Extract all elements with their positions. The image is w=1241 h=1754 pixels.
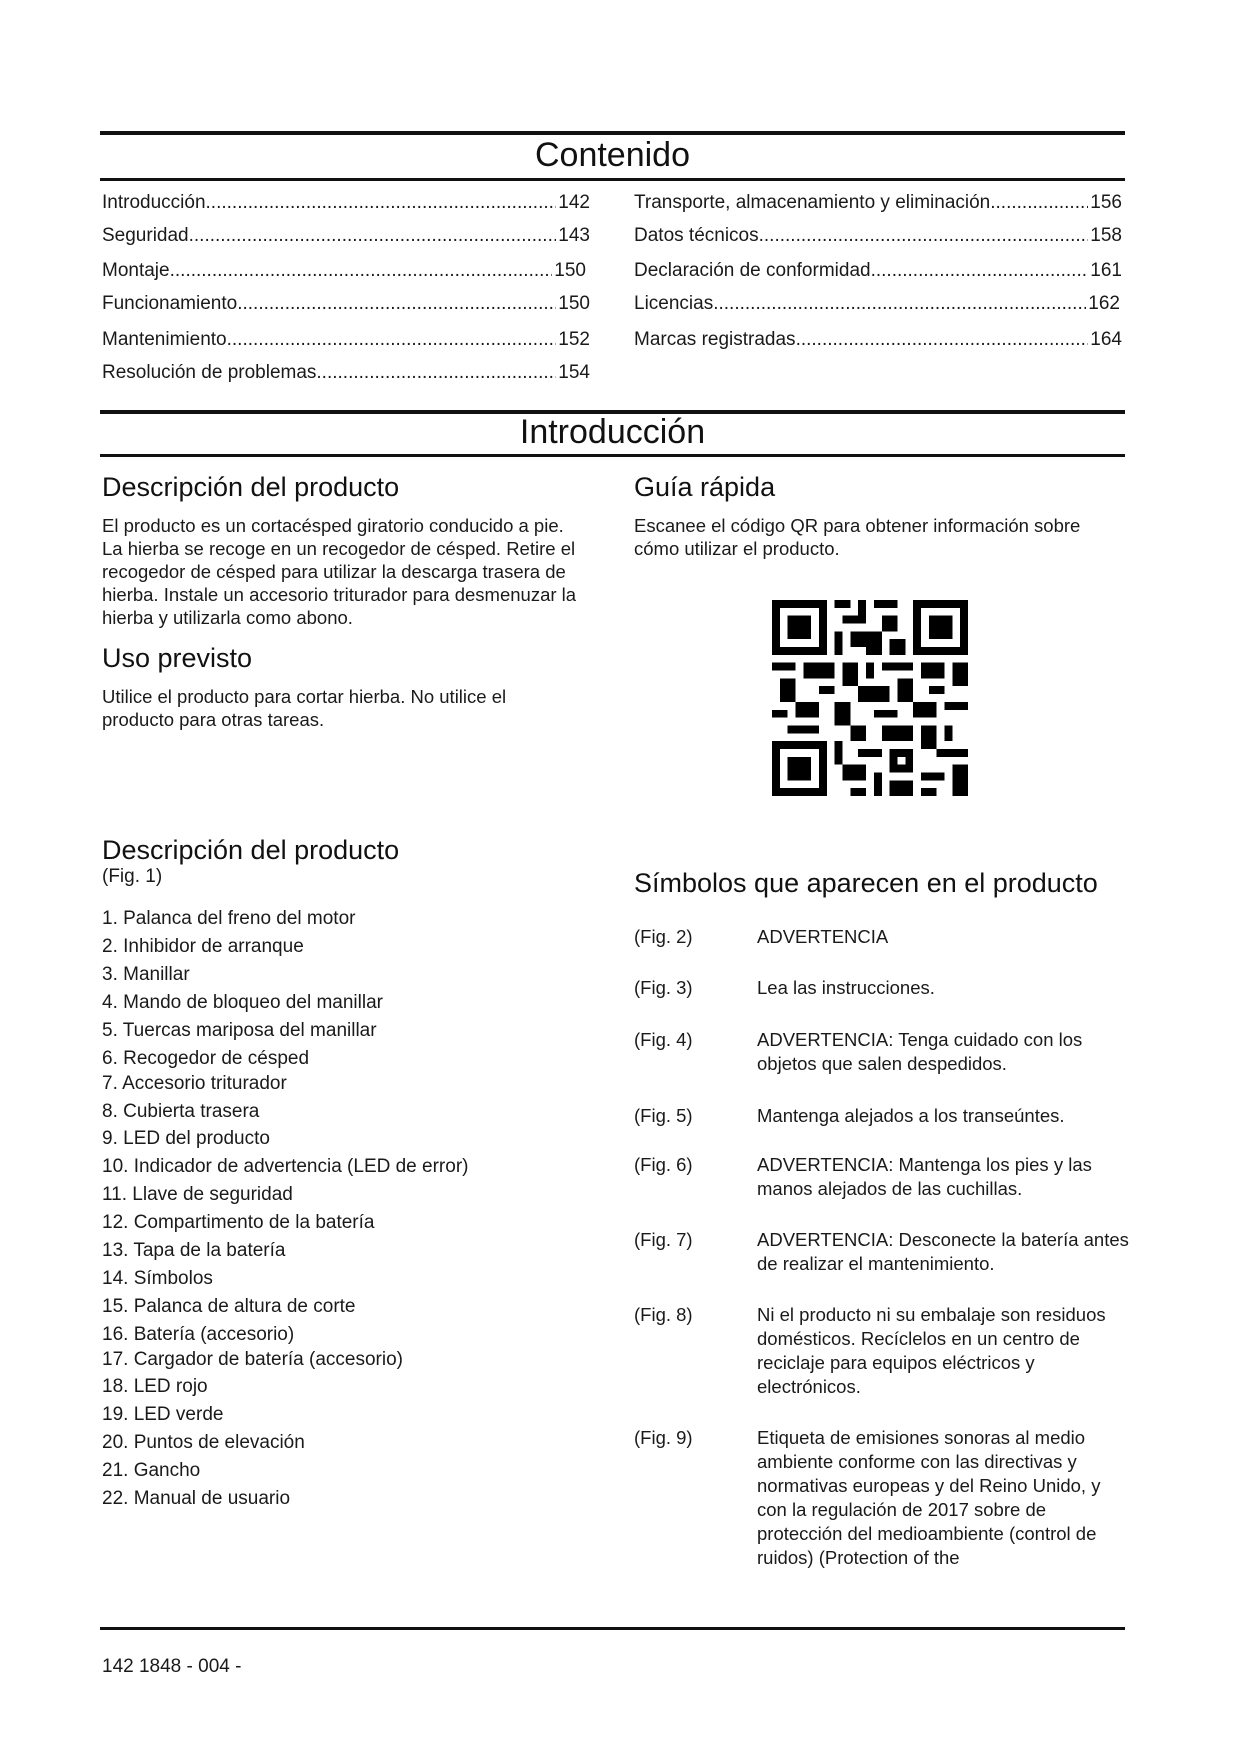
list-item: 20. Puntos de elevación (102, 1432, 305, 1453)
toc-entry[interactable]: Transporte, almacenamiento y eliminación ..... 156 (634, 192, 1122, 214)
product-description-heading: Descripción del producto (102, 472, 400, 502)
symbol-fig-ref: (Fig. 4) (634, 1029, 693, 1050)
toc-entry[interactable]: Licencias ..... 162 (634, 293, 1120, 315)
product-description-section (102, 472, 582, 731)
intro-rule (100, 454, 1125, 457)
toc-entry[interactable]: Resolución de problemas ..... 154 (102, 362, 590, 384)
list-item: 21. Gancho (102, 1460, 201, 1481)
symbol-fig-ref: (Fig. 8) (634, 1304, 693, 1325)
symbol-text: Lea las instrucciones. (757, 977, 935, 998)
symbol-fig-ref: (Fig. 6) (634, 1154, 693, 1175)
symbol-text: Ni el producto ni su embalaje son residuos domésticos. Recíclelos en un centro de reciclaje para equipos eléctricos y electrónicos. (757, 1304, 1106, 1397)
symbol-text: ADVERTENCIA: Desconecte la batería antes de realizar el mantenimiento. (757, 1229, 1129, 1274)
list-item: 22. Manual de usuario (102, 1488, 291, 1509)
contents-rule (100, 178, 1125, 181)
list-item: 18. LED rojo (102, 1376, 208, 1397)
toc-entry[interactable]: Introducción ..... 142 (102, 192, 590, 214)
top-rule (100, 131, 1125, 135)
list-item: 4. Mando de bloqueo del manillar (102, 992, 383, 1013)
list-item: 3. Manillar (102, 964, 190, 985)
list-item: 15. Palanca de altura de corte (102, 1296, 356, 1317)
list-item: 14. Símbolos (102, 1268, 213, 1289)
contents-title: Contenido (534, 136, 690, 174)
toc-entry[interactable]: Funcionamiento ..... 150 (102, 293, 590, 315)
page-footer: 142 1848 - 004 - (102, 1656, 242, 1677)
list-item: 7. Accesorio triturador (102, 1073, 287, 1094)
symbol-text: ADVERTENCIA: Mantenga los pies y las manos alejados de las cuchillas. (757, 1154, 1092, 1199)
list-item: 19. LED verde (102, 1404, 224, 1425)
product-description-text: El producto es un cortacésped giratorio conducido a pie. La hierba se recoge en un recogedor de césped. Retire el recogedor de césped para utilizar la descarga trasera de hierba. Instale un accesorio triturador para desmenuzar la hierba y utilizarla como abono. (102, 515, 577, 628)
list-item: 11. Llave de seguridad (102, 1184, 293, 1205)
symbol-fig-ref: (Fig. 2) (634, 926, 693, 947)
list-item: 9. LED del producto (102, 1128, 270, 1149)
symbol-fig-ref: (Fig. 7) (634, 1229, 693, 1250)
quick-guide-heading: Guía rápida (634, 472, 776, 502)
parts-heading: Descripción del producto (102, 835, 400, 865)
symbols-heading: Símbolos que aparecen en el producto (634, 868, 1098, 898)
list-item: 13. Tapa de la batería (102, 1240, 286, 1261)
toc-entry[interactable]: Declaración de conformidad ..... 161 (634, 260, 1122, 282)
list-item: 16. Batería (accesorio) (102, 1324, 295, 1345)
quick-guide-section (634, 472, 1129, 560)
list-item: 10. Indicador de advertencia (LED de error) (102, 1156, 469, 1177)
symbol-text: Etiqueta de emisiones sonoras al medio ambiente conforme con las directivas y normativas europeas y del Reino Unido, y con la regulación de 2017 sobre de protección del medioambiente (control de ruidos) (Protection of the (757, 1427, 1101, 1568)
list-item: 12. Compartimento de la batería (102, 1212, 375, 1233)
symbol-fig-ref: (Fig. 9) (634, 1427, 693, 1448)
symbol-fig-ref: (Fig. 3) (634, 977, 693, 998)
intro-title: Introducción (519, 413, 706, 451)
toc-entry[interactable]: Seguridad ..... 143 (102, 225, 590, 247)
qr-code[interactable] (772, 600, 968, 796)
list-item: 17. Cargador de batería (accesorio) (102, 1349, 403, 1370)
toc-entry[interactable]: Datos técnicos ..... 158 (634, 225, 1122, 247)
list-item: 1. Palanca del freno del motor (102, 908, 356, 929)
list-item: 6. Recogedor de césped (102, 1048, 310, 1069)
intended-use-heading: Uso previsto (102, 643, 253, 673)
parts-fig-ref: (Fig. 1) (102, 866, 163, 887)
toc-entry[interactable]: Marcas registradas ..... 164 (634, 329, 1122, 351)
symbols-section (634, 868, 1129, 899)
symbol-text: Mantenga alejados a los transeúntes. (757, 1105, 1065, 1126)
footer-rule (100, 1627, 1125, 1630)
list-item: 8. Cubierta trasera (102, 1101, 260, 1122)
list-item: 2. Inhibidor de arranque (102, 936, 304, 957)
toc-entry[interactable]: Mantenimiento ..... 152 (102, 329, 590, 351)
intended-use-text: Utilice el producto para cortar hierba. No utilice el producto para otras tareas. (102, 686, 507, 730)
parts-section (102, 835, 582, 888)
symbol-text: ADVERTENCIA: Tenga cuidado con los objetos que salen despedidos. (757, 1029, 1083, 1074)
toc-entry[interactable]: Montaje ..... 150 (102, 260, 586, 282)
symbol-text: ADVERTENCIA (757, 926, 889, 947)
symbol-fig-ref: (Fig. 5) (634, 1105, 693, 1126)
quick-guide-text: Escanee el código QR para obtener información sobre cómo utilizar el producto. (634, 515, 1081, 559)
list-item: 5. Tuercas mariposa del manillar (102, 1020, 377, 1041)
